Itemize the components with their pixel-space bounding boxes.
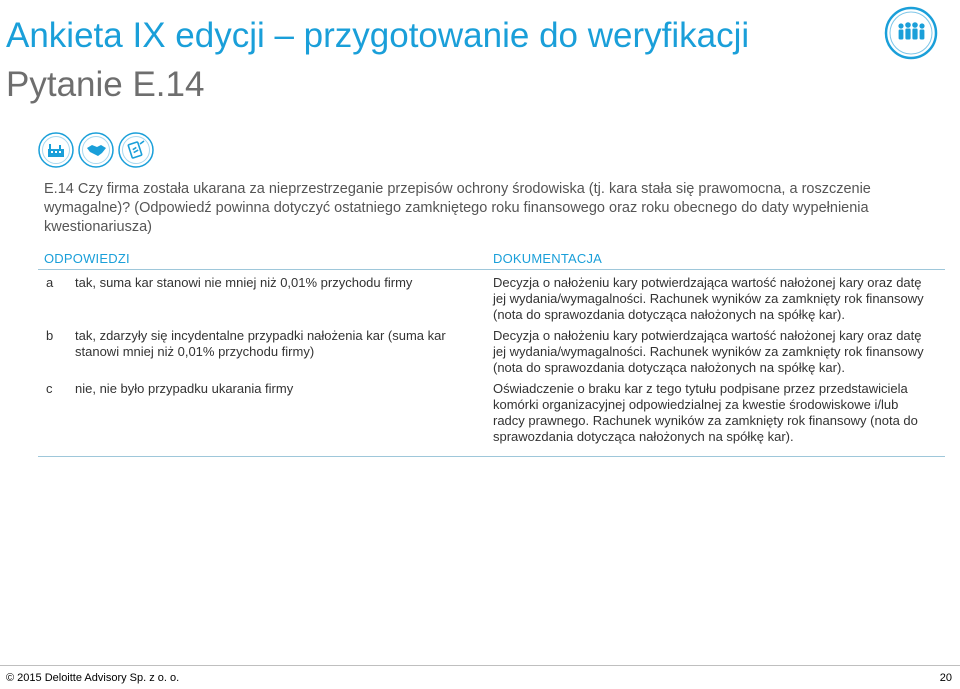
row-documentation: Decyzja o nałożeniu kary potwierdzająca wartość nałożonej kary oraz datę jej wydania/wymagalności. Rachunek wyników za zamknięty rok finansowy (nota do sprawozdania dotycząca nałożonych na spółkę kar). xyxy=(493,328,924,375)
question-text: E.14 Czy firma została ukarana za nieprzestrzeganie przepisów ochrony środowiska (tj. kara stała się prawomocna, a roszczenie wymagalne)? (Odpowiedź powinna dotyczyć ostatniego zamkniętego roku finansowego oraz roku obecnego do daty wypełnienia kwestionariusza) xyxy=(44,181,871,235)
column-header-documentation: DOKUMENTACJA xyxy=(493,251,603,266)
page-number: 20 xyxy=(939,672,952,684)
footer-divider xyxy=(0,665,960,666)
factory-icon xyxy=(38,132,74,168)
row-answer: tak, zdarzyły się incydentalne przypadki nałożenia kar (suma kar stanowi mniej niż 0,01% przychodu firmy) xyxy=(75,328,446,359)
table-bottom-divider xyxy=(38,456,945,457)
row-letter: b xyxy=(46,328,54,343)
column-header-answers: ODPOWIEDZI xyxy=(44,251,130,266)
people-group-icon xyxy=(884,6,938,60)
clipboard-icon xyxy=(118,132,154,168)
row-documentation: Oświadczenie o braku kar z tego tytułu podpisane przez przedstawiciela komórki organizacyjnej odpowiedzialnej za kwestie środowiskowe i/lub radcy prawnego. Rachunek wyników za zamknięty rok finansowy (nota do sprawozdania dotycząca nałożonych na spółkę kar). xyxy=(493,381,918,444)
header-divider xyxy=(38,269,945,270)
page-title: Ankieta IX edycji – przygotowanie do weryfikacji xyxy=(6,16,750,55)
row-documentation: Decyzja o nałożeniu kary potwierdzająca wartość nałożonej kary oraz datę jej wydania/wymagalności. Rachunek wyników za zamknięty rok finansowy (nota do sprawozdania dotycząca nałożonych na spółkę kar). xyxy=(493,275,924,322)
page-subtitle: Pytanie E.14 xyxy=(6,65,205,104)
row-answer: tak, suma kar stanowi nie mniej niż 0,01% przychodu firmy xyxy=(75,275,413,290)
footer-copyright: © 2015 Deloitte Advisory Sp. z o. o. xyxy=(6,672,180,684)
handshake-icon xyxy=(78,132,114,168)
row-letter: c xyxy=(46,381,53,396)
row-answer: nie, nie było przypadku ukarania firmy xyxy=(75,381,294,396)
row-letter: a xyxy=(46,275,54,290)
